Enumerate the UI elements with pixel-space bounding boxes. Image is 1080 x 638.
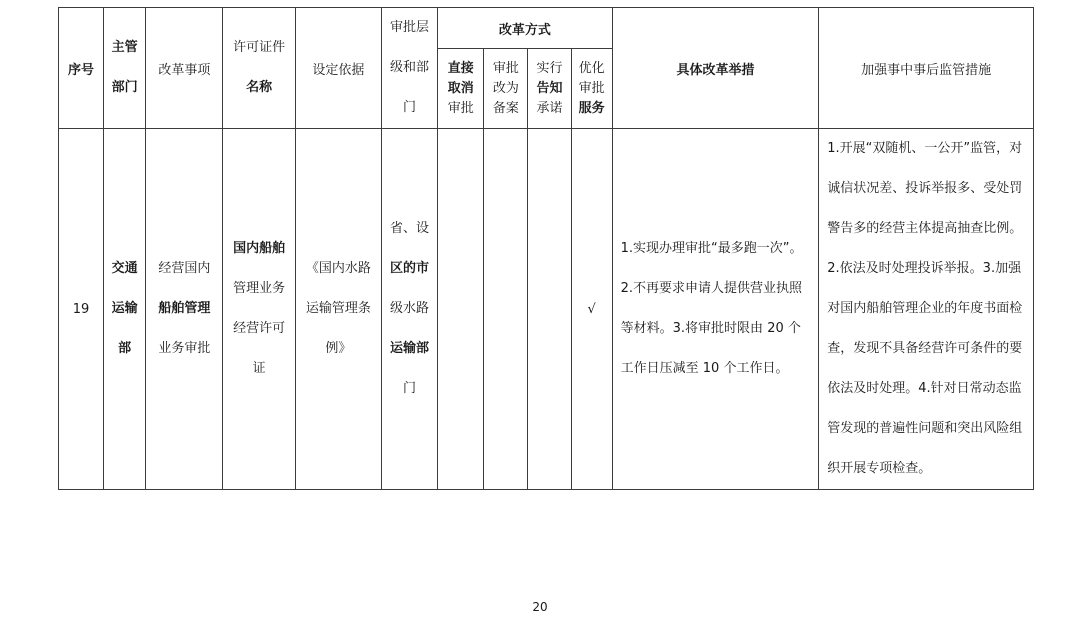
row-item-line: 经营国内	[158, 261, 211, 276]
row-basis-line: 例》	[325, 341, 352, 356]
header-method-cancel	[438, 49, 484, 129]
row-dept-line: 交通	[111, 261, 138, 276]
row-method-record	[484, 129, 528, 490]
method-line: 服务	[578, 100, 605, 116]
page-number: 20	[532, 600, 548, 614]
header-item: 改革事项	[146, 8, 223, 129]
row-method-cancel	[438, 129, 484, 490]
header-specific: 具体改革举措	[612, 8, 819, 129]
row-license	[223, 129, 295, 490]
header-method-record	[484, 49, 528, 129]
header-level	[381, 8, 437, 129]
row-method-promise	[528, 129, 571, 490]
row-dept-line: 部	[118, 341, 132, 356]
header-license-line: 名称	[246, 80, 273, 95]
method-line: 取消	[447, 80, 474, 96]
method-line: 改为	[492, 80, 519, 96]
row-item	[146, 129, 223, 490]
header-method-group: 改革方式	[438, 8, 613, 49]
method-line: 告知	[536, 80, 563, 96]
row-level-line: 门	[403, 381, 417, 396]
header-basis: 设定依据	[295, 8, 381, 129]
row-level	[381, 129, 437, 490]
header-license	[223, 8, 295, 129]
row-level-line: 运输部	[390, 341, 430, 356]
row-level-line: 省、设	[390, 221, 430, 236]
row-item-line: 业务审批	[158, 341, 211, 356]
row-license-line: 经营许可	[233, 321, 286, 336]
method-line: 审批	[492, 60, 519, 76]
row-seq: 19	[59, 129, 104, 490]
row-basis	[295, 129, 381, 490]
row-item-line: 船舶管理	[158, 301, 211, 316]
row-supervise-text: 1.开展“双随机、一公开”监管，对诚信状况差、投诉举报多、受处罚警告多的经营主体提高抽查比例。2.依法及时处理投诉举报。3.加强对国内船舶管理企业的年度书面检查，发现不具备经营许可条件的要依法及时处理。4.针对日常动态监管发现的普遍性问题和突出风险组织开展专项检查。	[827, 141, 1023, 476]
row-level-line: 级水路	[390, 301, 430, 316]
row-specific-text: 1.实现办理审批“最多跑一次”。2.不再要求申请人提供营业执照等材料。3.将审批时限由 20 个工作日压减至 10 个工作日。	[620, 241, 803, 376]
header-dept-line: 主管	[111, 40, 138, 55]
row-level-line: 区的市	[390, 261, 430, 276]
row-basis-line: 《国内水路	[305, 261, 371, 276]
row-dept-line: 运输	[111, 301, 138, 316]
method-line: 审批	[578, 80, 605, 96]
header-level-line: 审批层	[390, 20, 430, 35]
header-license-line: 许可证件	[233, 40, 286, 55]
row-license-line: 国内船舶	[233, 241, 286, 256]
method-line: 审批	[447, 100, 474, 116]
row-method-optimize-check: √	[571, 129, 612, 490]
method-line: 实行	[536, 60, 563, 76]
method-line: 优化	[578, 60, 605, 76]
method-line: 备案	[492, 100, 519, 116]
row-supervise	[819, 129, 1034, 490]
method-line: 直接	[447, 60, 474, 76]
row-license-line: 证	[252, 361, 266, 376]
header-level-line: 门	[403, 100, 417, 115]
header-dept-line: 部门	[111, 80, 138, 95]
header-method-promise	[528, 49, 571, 129]
method-line: 承诺	[536, 100, 563, 116]
row-specific	[612, 129, 819, 490]
header-seq: 序号	[59, 8, 104, 129]
header-dept	[104, 8, 146, 129]
header-row-1	[59, 8, 1034, 49]
row-license-line: 管理业务	[233, 281, 286, 296]
header-level-line: 级和部	[390, 60, 430, 75]
header-method-optimize	[571, 49, 612, 129]
table-row	[59, 129, 1034, 490]
row-basis-line: 运输管理条	[305, 301, 371, 316]
row-dept	[104, 129, 146, 490]
reform-table	[58, 7, 1034, 490]
header-supervise: 加强事中事后监管措施	[819, 8, 1034, 129]
